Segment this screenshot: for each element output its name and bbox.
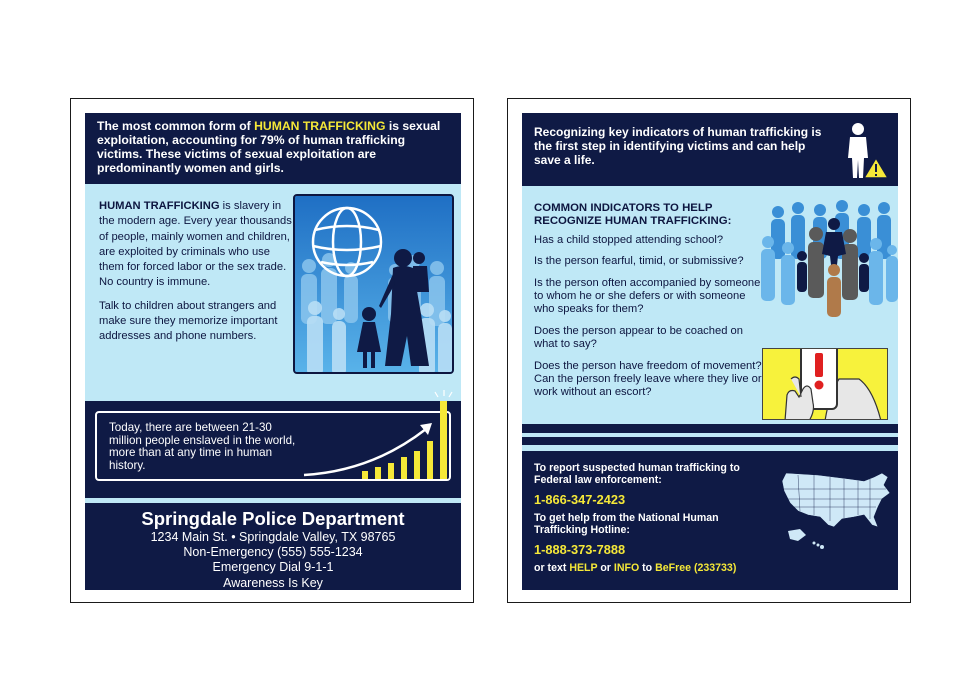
hotline-label: To get help from the National Human Trafficking Hotline: xyxy=(534,511,719,537)
indicators-text-block xyxy=(534,202,766,408)
person-icon xyxy=(840,120,890,182)
indicator-question: Does the person appear to be coached on what to say? xyxy=(534,324,743,351)
definition-rest: is slavery in the modern age. Every year thousands of people, mainly women and children, are exploited by criminals who use them for forced labor or the sex trade. No country is immune. xyxy=(99,200,292,289)
left-intro-panel xyxy=(85,113,461,184)
definition-text-block xyxy=(99,199,295,345)
left-stats-panel xyxy=(85,401,461,498)
federal-phone[interactable]: 1-866-347-2423 xyxy=(534,491,626,507)
text-to: to xyxy=(639,561,656,574)
crowd-icon xyxy=(758,198,898,318)
growth-chart-icon xyxy=(302,395,452,481)
slogan: Awareness Is Key xyxy=(223,575,323,590)
definition-bold: HUMAN TRAFFICKING xyxy=(99,200,220,212)
text-prefix: or text xyxy=(534,561,570,574)
indicators-panel xyxy=(522,186,898,424)
stripe-divider xyxy=(522,424,898,433)
advice-paragraph: Talk to children about strangers and make sure they memorize important addresses and phone numbers. xyxy=(99,299,278,343)
left-flyer-inner xyxy=(85,113,461,590)
dept-name: Springdale Police Department xyxy=(141,508,405,529)
hotline-phone[interactable]: 1-888-373-7888 xyxy=(534,541,626,557)
indicator-question: Is the person fearful, timid, or submissive? xyxy=(534,255,744,268)
indicators-heading: COMMON INDICATORS TO HELP RECOGNIZE HUMAN TRAFFICKING: xyxy=(534,202,732,228)
left-flyer-page xyxy=(70,98,474,603)
warning-icon xyxy=(864,158,888,178)
indicator-question: Does the person have freedom of movement? Can the person freely leave where they live or work without an escort? xyxy=(534,359,762,399)
left-definition-panel xyxy=(85,184,461,401)
dept-address: 1234 Main St. • Springdale Valley, TX 98765 xyxy=(150,530,396,544)
indicator-question: Has a child stopped attending school? xyxy=(534,233,724,246)
left-intro-highlight: HUMAN TRAFFICKING xyxy=(254,119,386,133)
non-emergency-line: Non-Emergency (555) 555-1234 xyxy=(183,545,363,560)
definition-paragraph xyxy=(99,199,295,291)
text-instructions xyxy=(534,562,774,574)
police-dept-footer xyxy=(85,503,461,590)
left-intro-before: The most common form of xyxy=(97,119,255,133)
indicator-question: Is the person often accompanied by someone to whom he or she defers or with someone who speaks for them? xyxy=(534,276,761,316)
reporting-panel xyxy=(522,451,898,590)
stats-box xyxy=(95,411,451,481)
stats-text: Today, there are between 21-30 million people enslaved in the world, more than at any time in human history. xyxy=(109,421,296,472)
usa-map-icon xyxy=(778,467,894,549)
right-intro-text: Recognizing key indicators of human trafficking is the first step in identifying victims and can help save a life. xyxy=(534,125,822,167)
text-keyword-help: HELP xyxy=(569,561,598,574)
emergency-line: Emergency Dial 9-1-1 xyxy=(212,560,334,575)
right-intro-panel xyxy=(522,113,898,186)
left-intro-after: is sexual exploitation, accounting for 79% of human trafficking victims. These victims of sexual exploitation are predominantly women and girls. xyxy=(97,119,441,175)
globe-family-image xyxy=(293,194,454,374)
federal-report-label: To report suspected human trafficking to Federal law enforcement: xyxy=(534,462,740,487)
phone-alert-icon xyxy=(763,349,888,420)
family-silhouette-icon xyxy=(295,196,454,374)
text-keyword-info: INFO xyxy=(613,561,640,574)
stripe-divider xyxy=(522,437,898,445)
text-or: or xyxy=(597,561,614,574)
befree-shortcode[interactable]: BeFree (233733) xyxy=(655,561,737,574)
reporting-text-block xyxy=(534,462,774,574)
phone-alert-image xyxy=(762,348,888,420)
right-flyer-page xyxy=(507,98,911,603)
right-flyer-inner xyxy=(522,113,898,590)
